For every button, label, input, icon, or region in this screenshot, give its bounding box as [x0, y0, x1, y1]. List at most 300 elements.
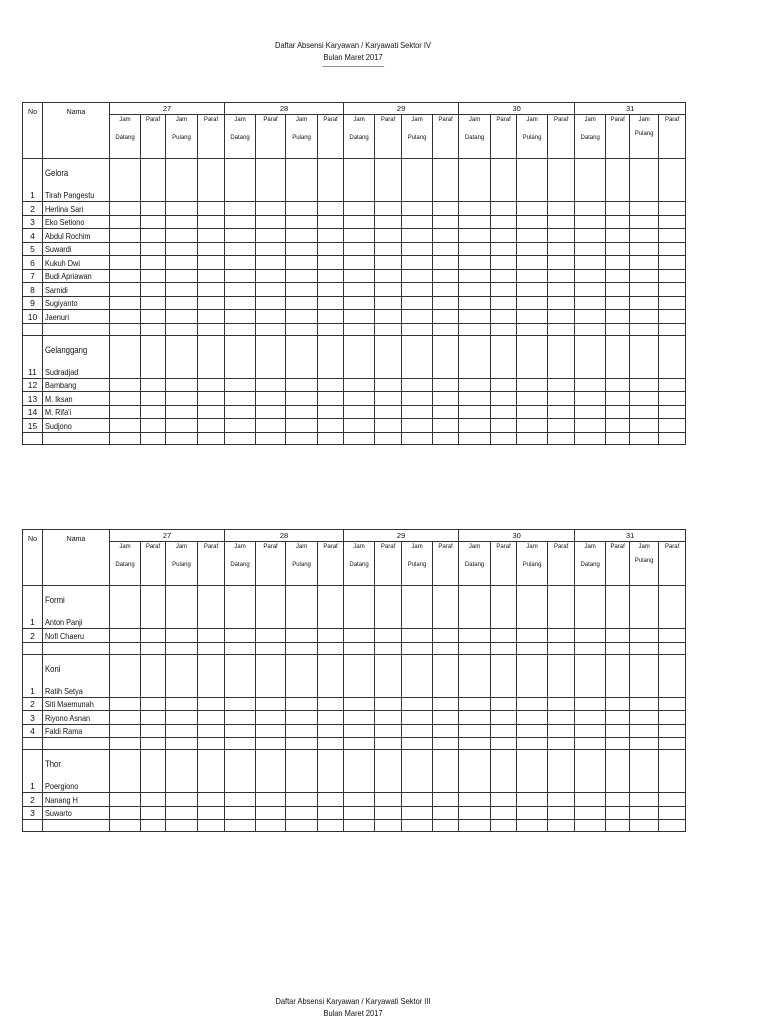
attendance-cell[interactable]	[659, 323, 686, 335]
attendance-cell[interactable]	[433, 310, 459, 324]
attendance-cell[interactable]	[402, 750, 433, 793]
attendance-cell[interactable]	[286, 432, 318, 444]
attendance-cell[interactable]	[166, 750, 198, 793]
attendance-cell[interactable]	[344, 269, 375, 283]
attendance-cell[interactable]	[344, 283, 375, 297]
attendance-cell[interactable]	[575, 432, 606, 444]
attendance-cell[interactable]	[256, 738, 286, 750]
attendance-cell[interactable]	[110, 215, 141, 229]
attendance-cell[interactable]	[318, 229, 344, 243]
attendance-cell[interactable]	[459, 392, 491, 406]
attendance-cell[interactable]	[110, 711, 141, 725]
attendance-cell[interactable]	[491, 419, 517, 433]
attendance-cell[interactable]	[517, 629, 548, 643]
attendance-cell[interactable]	[433, 724, 459, 738]
attendance-cell[interactable]	[225, 269, 256, 283]
attendance-cell[interactable]	[606, 806, 630, 820]
attendance-cell[interactable]	[344, 296, 375, 310]
attendance-cell[interactable]	[225, 229, 256, 243]
attendance-cell[interactable]	[659, 405, 686, 419]
attendance-cell[interactable]	[318, 202, 344, 216]
attendance-cell[interactable]	[141, 419, 166, 433]
attendance-cell[interactable]	[402, 335, 433, 378]
attendance-cell[interactable]	[344, 405, 375, 419]
attendance-cell[interactable]	[517, 229, 548, 243]
attendance-cell[interactable]	[141, 724, 166, 738]
attendance-cell[interactable]	[256, 378, 286, 392]
attendance-cell[interactable]	[286, 335, 318, 378]
attendance-cell[interactable]	[630, 738, 659, 750]
attendance-cell[interactable]	[225, 323, 256, 335]
attendance-cell[interactable]	[548, 642, 575, 654]
attendance-cell[interactable]	[433, 793, 459, 807]
attendance-cell[interactable]	[548, 159, 575, 202]
attendance-cell[interactable]	[433, 242, 459, 256]
attendance-cell[interactable]	[375, 820, 402, 832]
attendance-cell[interactable]	[659, 215, 686, 229]
attendance-cell[interactable]	[198, 642, 225, 654]
attendance-cell[interactable]	[344, 323, 375, 335]
attendance-cell[interactable]	[517, 750, 548, 793]
attendance-cell[interactable]	[256, 793, 286, 807]
attendance-cell[interactable]	[433, 378, 459, 392]
attendance-cell[interactable]	[375, 629, 402, 643]
attendance-cell[interactable]	[225, 378, 256, 392]
attendance-cell[interactable]	[198, 242, 225, 256]
attendance-cell[interactable]	[575, 159, 606, 202]
attendance-cell[interactable]	[630, 642, 659, 654]
attendance-cell[interactable]	[659, 242, 686, 256]
attendance-cell[interactable]	[318, 654, 344, 697]
attendance-cell[interactable]	[548, 378, 575, 392]
attendance-cell[interactable]	[659, 642, 686, 654]
attendance-cell[interactable]	[225, 820, 256, 832]
attendance-cell[interactable]	[198, 820, 225, 832]
attendance-cell[interactable]	[318, 738, 344, 750]
attendance-cell[interactable]	[433, 586, 459, 629]
attendance-cell[interactable]	[459, 419, 491, 433]
attendance-cell[interactable]	[517, 159, 548, 202]
attendance-cell[interactable]	[141, 335, 166, 378]
attendance-cell[interactable]	[198, 405, 225, 419]
attendance-cell[interactable]	[375, 724, 402, 738]
attendance-cell[interactable]	[659, 335, 686, 378]
attendance-cell[interactable]	[375, 642, 402, 654]
attendance-cell[interactable]	[198, 378, 225, 392]
attendance-cell[interactable]	[433, 738, 459, 750]
attendance-cell[interactable]	[491, 724, 517, 738]
attendance-cell[interactable]	[110, 724, 141, 738]
attendance-cell[interactable]	[575, 296, 606, 310]
attendance-cell[interactable]	[548, 215, 575, 229]
attendance-cell[interactable]	[548, 738, 575, 750]
attendance-cell[interactable]	[286, 711, 318, 725]
attendance-cell[interactable]	[375, 738, 402, 750]
attendance-cell[interactable]	[517, 405, 548, 419]
attendance-cell[interactable]	[606, 256, 630, 270]
attendance-cell[interactable]	[110, 229, 141, 243]
attendance-cell[interactable]	[344, 432, 375, 444]
attendance-cell[interactable]	[433, 335, 459, 378]
attendance-cell[interactable]	[433, 697, 459, 711]
attendance-cell[interactable]	[606, 629, 630, 643]
attendance-cell[interactable]	[491, 283, 517, 297]
attendance-cell[interactable]	[459, 642, 491, 654]
attendance-cell[interactable]	[630, 806, 659, 820]
attendance-cell[interactable]	[225, 335, 256, 378]
attendance-cell[interactable]	[166, 724, 198, 738]
attendance-cell[interactable]	[491, 392, 517, 406]
attendance-cell[interactable]	[375, 586, 402, 629]
attendance-cell[interactable]	[256, 310, 286, 324]
attendance-cell[interactable]	[344, 629, 375, 643]
attendance-cell[interactable]	[575, 335, 606, 378]
attendance-cell[interactable]	[198, 335, 225, 378]
attendance-cell[interactable]	[575, 642, 606, 654]
attendance-cell[interactable]	[606, 378, 630, 392]
attendance-cell[interactable]	[141, 586, 166, 629]
attendance-cell[interactable]	[630, 256, 659, 270]
attendance-cell[interactable]	[225, 202, 256, 216]
attendance-cell[interactable]	[402, 283, 433, 297]
attendance-cell[interactable]	[141, 629, 166, 643]
attendance-cell[interactable]	[433, 269, 459, 283]
attendance-cell[interactable]	[517, 419, 548, 433]
attendance-cell[interactable]	[286, 283, 318, 297]
attendance-cell[interactable]	[375, 654, 402, 697]
attendance-cell[interactable]	[575, 256, 606, 270]
attendance-cell[interactable]	[575, 378, 606, 392]
attendance-cell[interactable]	[286, 256, 318, 270]
attendance-cell[interactable]	[659, 750, 686, 793]
attendance-cell[interactable]	[433, 419, 459, 433]
attendance-cell[interactable]	[256, 750, 286, 793]
attendance-cell[interactable]	[166, 642, 198, 654]
attendance-cell[interactable]	[344, 229, 375, 243]
attendance-cell[interactable]	[225, 432, 256, 444]
attendance-cell[interactable]	[166, 586, 198, 629]
attendance-cell[interactable]	[141, 323, 166, 335]
attendance-cell[interactable]	[433, 202, 459, 216]
attendance-cell[interactable]	[318, 283, 344, 297]
attendance-cell[interactable]	[256, 724, 286, 738]
attendance-cell[interactable]	[344, 793, 375, 807]
attendance-cell[interactable]	[459, 296, 491, 310]
attendance-cell[interactable]	[433, 159, 459, 202]
attendance-cell[interactable]	[659, 697, 686, 711]
attendance-cell[interactable]	[256, 711, 286, 725]
attendance-cell[interactable]	[110, 820, 141, 832]
attendance-cell[interactable]	[286, 229, 318, 243]
attendance-cell[interactable]	[459, 405, 491, 419]
attendance-cell[interactable]	[517, 642, 548, 654]
attendance-cell[interactable]	[318, 806, 344, 820]
attendance-cell[interactable]	[110, 419, 141, 433]
attendance-cell[interactable]	[344, 750, 375, 793]
attendance-cell[interactable]	[606, 202, 630, 216]
attendance-cell[interactable]	[318, 724, 344, 738]
attendance-cell[interactable]	[517, 335, 548, 378]
attendance-cell[interactable]	[491, 229, 517, 243]
attendance-cell[interactable]	[517, 806, 548, 820]
attendance-cell[interactable]	[166, 159, 198, 202]
attendance-cell[interactable]	[459, 793, 491, 807]
attendance-cell[interactable]	[198, 419, 225, 433]
attendance-cell[interactable]	[375, 432, 402, 444]
attendance-cell[interactable]	[286, 738, 318, 750]
attendance-cell[interactable]	[606, 697, 630, 711]
attendance-cell[interactable]	[548, 269, 575, 283]
attendance-cell[interactable]	[256, 654, 286, 697]
attendance-cell[interactable]	[256, 806, 286, 820]
attendance-cell[interactable]	[318, 820, 344, 832]
attendance-cell[interactable]	[630, 654, 659, 697]
attendance-cell[interactable]	[575, 697, 606, 711]
attendance-cell[interactable]	[318, 697, 344, 711]
attendance-cell[interactable]	[344, 310, 375, 324]
attendance-cell[interactable]	[659, 283, 686, 297]
attendance-cell[interactable]	[110, 697, 141, 711]
attendance-cell[interactable]	[548, 724, 575, 738]
attendance-cell[interactable]	[198, 159, 225, 202]
attendance-cell[interactable]	[491, 159, 517, 202]
attendance-cell[interactable]	[548, 405, 575, 419]
attendance-cell[interactable]	[256, 269, 286, 283]
attendance-cell[interactable]	[630, 159, 659, 202]
attendance-cell[interactable]	[575, 654, 606, 697]
attendance-cell[interactable]	[402, 711, 433, 725]
attendance-cell[interactable]	[630, 711, 659, 725]
attendance-cell[interactable]	[433, 654, 459, 697]
attendance-cell[interactable]	[548, 335, 575, 378]
attendance-cell[interactable]	[491, 793, 517, 807]
attendance-cell[interactable]	[375, 419, 402, 433]
attendance-cell[interactable]	[225, 215, 256, 229]
attendance-cell[interactable]	[110, 335, 141, 378]
attendance-cell[interactable]	[606, 296, 630, 310]
attendance-cell[interactable]	[198, 654, 225, 697]
attendance-cell[interactable]	[141, 738, 166, 750]
attendance-cell[interactable]	[402, 419, 433, 433]
attendance-cell[interactable]	[402, 296, 433, 310]
attendance-cell[interactable]	[198, 269, 225, 283]
attendance-cell[interactable]	[575, 269, 606, 283]
attendance-cell[interactable]	[225, 159, 256, 202]
attendance-cell[interactable]	[548, 793, 575, 807]
attendance-cell[interactable]	[517, 378, 548, 392]
attendance-cell[interactable]	[318, 586, 344, 629]
attendance-cell[interactable]	[110, 310, 141, 324]
attendance-cell[interactable]	[459, 202, 491, 216]
attendance-cell[interactable]	[630, 269, 659, 283]
attendance-cell[interactable]	[630, 405, 659, 419]
attendance-cell[interactable]	[141, 642, 166, 654]
attendance-cell[interactable]	[402, 806, 433, 820]
attendance-cell[interactable]	[375, 269, 402, 283]
attendance-cell[interactable]	[286, 697, 318, 711]
attendance-cell[interactable]	[548, 202, 575, 216]
attendance-cell[interactable]	[375, 229, 402, 243]
attendance-cell[interactable]	[459, 256, 491, 270]
attendance-cell[interactable]	[166, 392, 198, 406]
attendance-cell[interactable]	[433, 629, 459, 643]
attendance-cell[interactable]	[318, 378, 344, 392]
attendance-cell[interactable]	[166, 820, 198, 832]
attendance-cell[interactable]	[575, 229, 606, 243]
attendance-cell[interactable]	[491, 296, 517, 310]
attendance-cell[interactable]	[459, 697, 491, 711]
attendance-cell[interactable]	[375, 392, 402, 406]
attendance-cell[interactable]	[166, 806, 198, 820]
attendance-cell[interactable]	[517, 323, 548, 335]
attendance-cell[interactable]	[375, 711, 402, 725]
attendance-cell[interactable]	[491, 256, 517, 270]
attendance-cell[interactable]	[548, 310, 575, 324]
attendance-cell[interactable]	[198, 750, 225, 793]
attendance-cell[interactable]	[606, 432, 630, 444]
attendance-cell[interactable]	[548, 654, 575, 697]
attendance-cell[interactable]	[548, 392, 575, 406]
attendance-cell[interactable]	[225, 242, 256, 256]
attendance-cell[interactable]	[491, 806, 517, 820]
attendance-cell[interactable]	[198, 310, 225, 324]
attendance-cell[interactable]	[110, 283, 141, 297]
attendance-cell[interactable]	[517, 310, 548, 324]
attendance-cell[interactable]	[141, 202, 166, 216]
attendance-cell[interactable]	[459, 283, 491, 297]
attendance-cell[interactable]	[318, 296, 344, 310]
attendance-cell[interactable]	[318, 793, 344, 807]
attendance-cell[interactable]	[606, 283, 630, 297]
attendance-cell[interactable]	[344, 419, 375, 433]
attendance-cell[interactable]	[402, 256, 433, 270]
attendance-cell[interactable]	[141, 711, 166, 725]
attendance-cell[interactable]	[659, 586, 686, 629]
attendance-cell[interactable]	[225, 405, 256, 419]
attendance-cell[interactable]	[517, 793, 548, 807]
attendance-cell[interactable]	[110, 629, 141, 643]
attendance-cell[interactable]	[606, 738, 630, 750]
attendance-cell[interactable]	[256, 820, 286, 832]
attendance-cell[interactable]	[659, 202, 686, 216]
attendance-cell[interactable]	[256, 405, 286, 419]
attendance-cell[interactable]	[630, 242, 659, 256]
attendance-cell[interactable]	[575, 419, 606, 433]
attendance-cell[interactable]	[606, 642, 630, 654]
attendance-cell[interactable]	[198, 711, 225, 725]
attendance-cell[interactable]	[433, 711, 459, 725]
attendance-cell[interactable]	[286, 793, 318, 807]
attendance-cell[interactable]	[659, 296, 686, 310]
attendance-cell[interactable]	[606, 242, 630, 256]
attendance-cell[interactable]	[110, 323, 141, 335]
attendance-cell[interactable]	[402, 310, 433, 324]
attendance-cell[interactable]	[433, 750, 459, 793]
attendance-cell[interactable]	[286, 642, 318, 654]
attendance-cell[interactable]	[491, 432, 517, 444]
attendance-cell[interactable]	[110, 750, 141, 793]
attendance-cell[interactable]	[402, 242, 433, 256]
attendance-cell[interactable]	[110, 738, 141, 750]
attendance-cell[interactable]	[575, 750, 606, 793]
attendance-cell[interactable]	[402, 793, 433, 807]
attendance-cell[interactable]	[198, 724, 225, 738]
attendance-cell[interactable]	[517, 283, 548, 297]
attendance-cell[interactable]	[630, 202, 659, 216]
attendance-cell[interactable]	[225, 629, 256, 643]
attendance-cell[interactable]	[575, 323, 606, 335]
attendance-cell[interactable]	[659, 806, 686, 820]
attendance-cell[interactable]	[630, 697, 659, 711]
attendance-cell[interactable]	[225, 586, 256, 629]
attendance-cell[interactable]	[606, 405, 630, 419]
attendance-cell[interactable]	[433, 432, 459, 444]
attendance-cell[interactable]	[402, 229, 433, 243]
attendance-cell[interactable]	[141, 283, 166, 297]
attendance-cell[interactable]	[344, 256, 375, 270]
attendance-cell[interactable]	[166, 256, 198, 270]
attendance-cell[interactable]	[606, 711, 630, 725]
attendance-cell[interactable]	[318, 750, 344, 793]
attendance-cell[interactable]	[344, 697, 375, 711]
attendance-cell[interactable]	[459, 229, 491, 243]
attendance-cell[interactable]	[517, 202, 548, 216]
attendance-cell[interactable]	[659, 654, 686, 697]
attendance-cell[interactable]	[344, 806, 375, 820]
attendance-cell[interactable]	[318, 269, 344, 283]
attendance-cell[interactable]	[606, 269, 630, 283]
attendance-cell[interactable]	[256, 296, 286, 310]
attendance-cell[interactable]	[659, 378, 686, 392]
attendance-cell[interactable]	[344, 654, 375, 697]
attendance-cell[interactable]	[375, 202, 402, 216]
attendance-cell[interactable]	[606, 724, 630, 738]
attendance-cell[interactable]	[659, 724, 686, 738]
attendance-cell[interactable]	[548, 229, 575, 243]
attendance-cell[interactable]	[606, 323, 630, 335]
attendance-cell[interactable]	[459, 432, 491, 444]
attendance-cell[interactable]	[606, 419, 630, 433]
attendance-cell[interactable]	[433, 215, 459, 229]
attendance-cell[interactable]	[459, 586, 491, 629]
attendance-cell[interactable]	[141, 215, 166, 229]
attendance-cell[interactable]	[225, 806, 256, 820]
attendance-cell[interactable]	[256, 215, 286, 229]
attendance-cell[interactable]	[198, 229, 225, 243]
attendance-cell[interactable]	[459, 738, 491, 750]
attendance-cell[interactable]	[517, 711, 548, 725]
attendance-cell[interactable]	[166, 310, 198, 324]
attendance-cell[interactable]	[344, 159, 375, 202]
attendance-cell[interactable]	[166, 711, 198, 725]
attendance-cell[interactable]	[344, 215, 375, 229]
attendance-cell[interactable]	[630, 432, 659, 444]
attendance-cell[interactable]	[286, 654, 318, 697]
attendance-cell[interactable]	[344, 738, 375, 750]
attendance-cell[interactable]	[517, 392, 548, 406]
attendance-cell[interactable]	[256, 159, 286, 202]
attendance-cell[interactable]	[659, 256, 686, 270]
attendance-cell[interactable]	[517, 697, 548, 711]
attendance-cell[interactable]	[375, 378, 402, 392]
attendance-cell[interactable]	[344, 820, 375, 832]
attendance-cell[interactable]	[166, 335, 198, 378]
attendance-cell[interactable]	[606, 750, 630, 793]
attendance-cell[interactable]	[110, 793, 141, 807]
attendance-cell[interactable]	[459, 378, 491, 392]
attendance-cell[interactable]	[433, 229, 459, 243]
attendance-cell[interactable]	[606, 793, 630, 807]
